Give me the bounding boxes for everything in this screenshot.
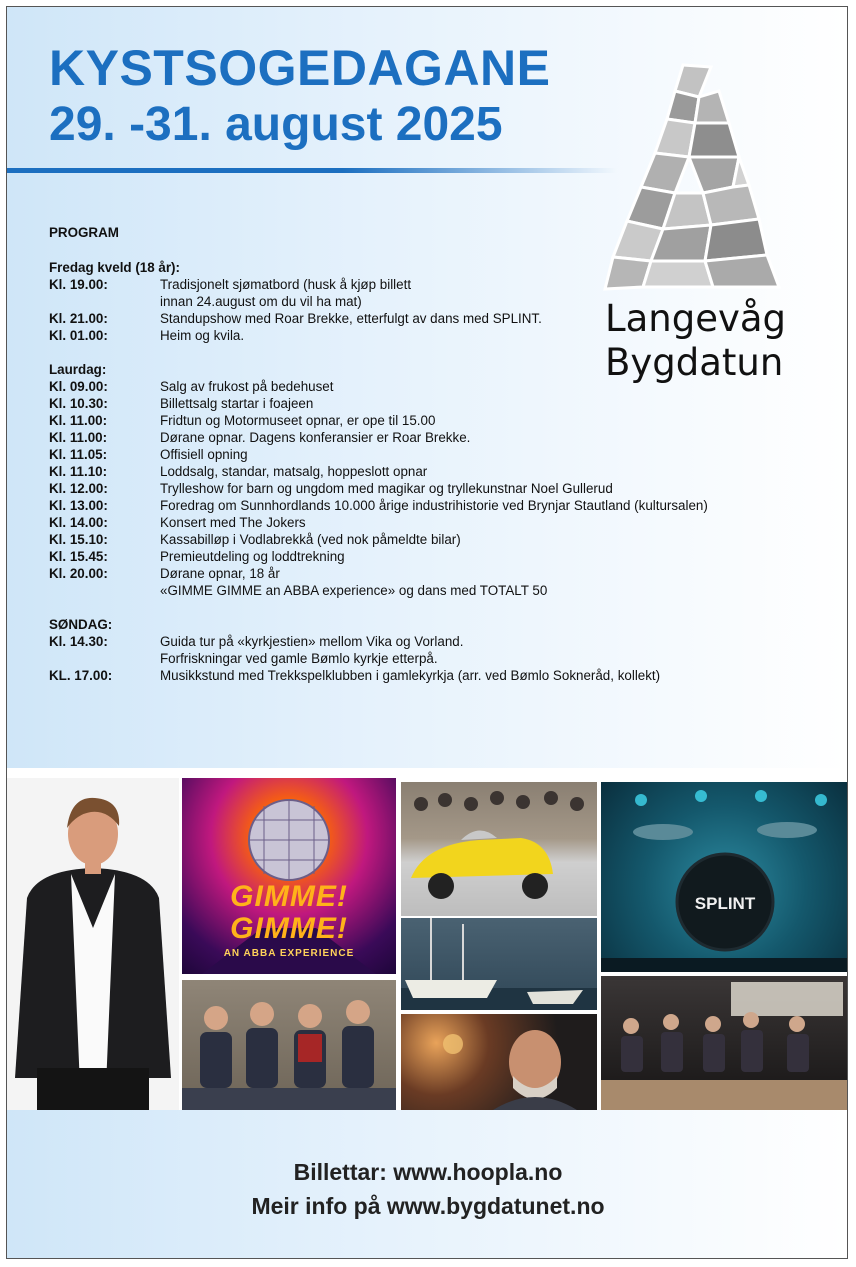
schedule-row	[49, 548, 809, 565]
page-title	[49, 40, 551, 151]
schedule-description	[160, 276, 809, 310]
photo-gimme-gimme	[182, 778, 396, 974]
schedule-row	[49, 667, 809, 684]
schedule-time: Kl. 13.00:	[49, 498, 108, 513]
band-members-icon	[182, 980, 396, 1110]
schedule-time: Kl. 12.00:	[49, 481, 108, 496]
sunday-heading: SØNDAG:	[49, 617, 113, 632]
schedule-row	[49, 276, 809, 310]
title-divider	[7, 168, 617, 173]
photo-speaker-portrait	[401, 1014, 597, 1110]
schedule-description: Loddsalg, standar, matsalg, hoppeslott opnar	[160, 464, 428, 479]
gimme-title-2: GIMME!	[230, 912, 348, 945]
schedule-description	[160, 633, 809, 667]
schedule-row	[49, 412, 809, 429]
schedule-row	[49, 463, 809, 480]
schedule-time: Kl. 01.00:	[49, 328, 108, 343]
photo-jokers-band	[182, 980, 396, 1110]
boat-icon	[401, 918, 597, 1010]
photo-collage	[7, 768, 848, 1110]
comedian-figure-icon	[7, 778, 179, 1110]
schedule-time: KL. 17.00:	[49, 668, 113, 683]
schedule-time: Kl. 11.05:	[49, 447, 108, 462]
schedule-time: Kl. 11.00:	[49, 430, 108, 445]
schedule-description: Standupshow med Roar Brekke, etterfulgt av dans med SPLINT.	[160, 311, 542, 326]
schedule-description: Foredrag om Sunnhordlands 10.000 årige industrihistorie ved Brynjar Stautland (kultursalen)	[160, 498, 708, 513]
schedule-time: Kl. 14.00:	[49, 515, 108, 530]
description-line: innan 24.august om du vil ha mat)	[160, 294, 362, 309]
description-line: «GIMME GIMME an ABBA experience» og dans med TOTALT 50	[160, 583, 548, 598]
friday-heading: Fredag kveld (18 år):	[49, 260, 180, 275]
schedule-time: Kl. 15.45:	[49, 549, 108, 564]
schedule-description	[160, 565, 809, 599]
description-line: Dørane opnar, 18 år	[160, 566, 280, 581]
photo-comedian	[7, 778, 179, 1110]
schedule-description: Musikkstund med Trekkspelklubben i gamlekyrkja (arr. ved Bømlo Sokneråd, kollekt)	[160, 668, 661, 683]
schedule-description: Salg av frukost på bedehuset	[160, 379, 334, 394]
schedule-row	[49, 514, 809, 531]
photo-soapbox-race	[401, 782, 597, 916]
schedule-time: Kl. 09.00:	[49, 379, 108, 394]
schedule-description: Kassabilløp i Vodlabrekkå (ved nok påmeldte bilar)	[160, 532, 461, 547]
schedule-description: Dørane opnar. Dagens konferansier er Roar Brekke.	[160, 430, 471, 445]
info-link-text: Meir info på www.bygdatunet.no	[251, 1193, 605, 1219]
schedule-row	[49, 633, 809, 667]
schedule-row	[49, 378, 809, 395]
schedule-row	[49, 429, 809, 446]
program-heading: PROGRAM	[49, 225, 119, 240]
logo-line-2: Bygdatun	[605, 341, 784, 385]
title-line-2: 29. -31. august 2025	[49, 98, 503, 151]
schedule-time: Kl. 19.00:	[49, 277, 108, 292]
schedule-row	[49, 565, 809, 599]
schedule-time: Kl. 15.10:	[49, 532, 108, 547]
gimme-subtitle: AN ABBA EXPERIENCE	[223, 948, 355, 959]
speaker-face-icon	[401, 1014, 597, 1110]
schedule-description: Offisiell opning	[160, 447, 248, 462]
schedule-time: Kl. 11.10:	[49, 464, 108, 479]
program-schedule	[49, 224, 809, 684]
schedule-description: Trylleshow for barn og ungdom med magikar og tryllekunstnar Noel Gullerud	[160, 481, 613, 496]
description-line: Guida tur på «kyrkjestien» mellom Vika og Vorland.	[160, 634, 464, 649]
stage-musicians-icon	[601, 976, 848, 1110]
schedule-description: Premieutdeling og loddtrekning	[160, 549, 345, 564]
photo-harbour-boats	[401, 918, 597, 1010]
schedule-row	[49, 497, 809, 514]
drum-kit-icon	[601, 782, 848, 972]
schedule-description: Heim og kvila.	[160, 328, 245, 343]
schedule-description: Konsert med The Jokers	[160, 515, 306, 530]
soapbox-car-icon	[401, 782, 597, 916]
schedule-time: Kl. 14.30:	[49, 634, 108, 649]
logo-line-1: Langevåg	[605, 297, 787, 340]
gimme-title-1: GIMME!	[230, 880, 348, 913]
schedule-row	[49, 327, 809, 344]
schedule-row	[49, 446, 809, 463]
description-line: Tradisjonelt sjømatbord (husk å kjøp billett	[160, 277, 412, 292]
schedule-time: Kl. 11.00:	[49, 413, 108, 428]
tickets-link-text: Billettar: www.hoopla.no	[293, 1159, 563, 1185]
schedule-row	[49, 480, 809, 497]
title-line-1: KYSTSOGEDAGANE	[49, 40, 551, 96]
schedule-time: Kl. 21.00:	[49, 311, 108, 326]
footer	[7, 1111, 848, 1259]
schedule-description: Fridtun og Motormuseet opnar, er ope til 15.00	[160, 413, 436, 428]
photo-accordion-club	[601, 976, 848, 1110]
photo-splint-band	[601, 782, 848, 972]
description-line: Forfriskningar ved gamle Bømlo kyrkje etterpå.	[160, 651, 438, 666]
schedule-row	[49, 531, 809, 548]
saturday-heading: Laurdag:	[49, 362, 107, 377]
schedule-time: Kl. 20.00:	[49, 566, 108, 581]
splint-label: SPLINT	[694, 894, 756, 913]
schedule-description: Billettsalg startar i foajeen	[160, 396, 314, 411]
schedule-time: Kl. 10.30:	[49, 396, 108, 411]
schedule-row	[49, 395, 809, 412]
schedule-row	[49, 310, 809, 327]
poster	[6, 6, 848, 1259]
